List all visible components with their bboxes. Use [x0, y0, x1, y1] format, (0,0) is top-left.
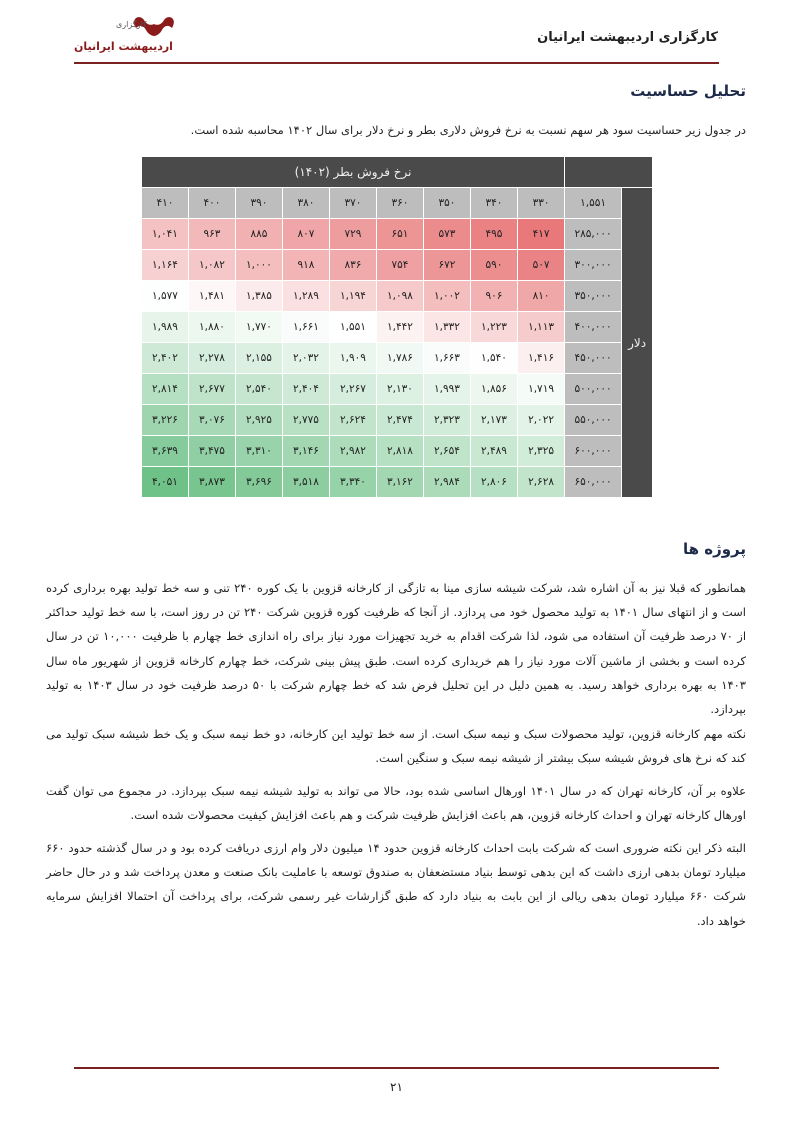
sensitivity-heading: تحلیل حساسیت — [630, 82, 746, 100]
eps-cell: ۵۰۷ — [518, 250, 565, 281]
eps-cell: ۲,۸۰۶ — [471, 467, 518, 498]
eps-cell: ۲,۸۱۴ — [142, 374, 189, 405]
footer-divider — [74, 1067, 719, 1069]
projects-paragraph-4 — [46, 836, 746, 933]
table-row — [142, 405, 653, 436]
eps-cell: ۲,۱۷۳ — [471, 405, 518, 436]
bottle-rate-header: ۳۸۰ — [283, 188, 330, 219]
paragraph-text: علاوه بر آن، کارخانه تهران که در سال ۱۴۰۱ اورهال اساسی شده بود، حالا می تواند به تولید شیشه نیمه سبک بپردازد. در مجموع می توان گفت اورهال کارخانه تهران و احداث کارخانه قزوین، هم باعث افزایش ظرفیت شرکت و هم باعث افزایش کیفیت محصولات شده است. — [46, 784, 746, 823]
table-row — [142, 374, 653, 405]
dollar-rate-cell: ۵۰۰,۰۰۰ — [565, 374, 622, 405]
paragraph-text: البته ذکر این نکته ضروری است که شرکت بابت احداث کارخانه قزوین حدود ۱۴ میلیون دلار وام ارزی دریافت کرده بود و در سال گذشته حدود ۶۶۰ میلیارد تومان بدهی ارزی داشت که این بدهی توسط بنیاد مستضعفان به صندوق توسعه با عاملیت بانک صنعت و معدن پرداخت شد و در حال حاضر شرکت ۶۶۰ میلیارد تومان بدهی ریالی از این بابت به بنیاد دارد که طبق گزارشات غیر رسمی شرکت، برای پرداخت آن احتمالا افزایش سرمایه خواهد داد. — [46, 841, 746, 928]
eps-cell: ۴,۰۵۱ — [142, 467, 189, 498]
eps-cell: ۲,۸۱۸ — [377, 436, 424, 467]
eps-cell: ۱,۴۸۱ — [189, 281, 236, 312]
eps-cell: ۱,۸۸۰ — [189, 312, 236, 343]
eps-cell: ۸۸۵ — [236, 219, 283, 250]
eps-cell: ۲,۴۰۴ — [283, 374, 330, 405]
logo-small-text: کارگزاری — [116, 20, 147, 29]
eps-cell: ۱,۷۷۰ — [236, 312, 283, 343]
table-row — [142, 312, 653, 343]
eps-cell: ۴۱۷ — [518, 219, 565, 250]
bottle-rate-header: ۳۴۰ — [471, 188, 518, 219]
sensitivity-intro: در جدول زیر حساسیت سود هر سهم نسبت به نرخ فروش دلاری بطر و نرخ دلار برای سال ۱۴۰۲ محاسبه شده است. — [190, 123, 746, 137]
eps-cell: ۱,۳۸۵ — [236, 281, 283, 312]
eps-cell: ۶۵۱ — [377, 219, 424, 250]
eps-cell: ۳,۱۶۲ — [377, 467, 424, 498]
paragraph-text: نکته مهم کارخانه قزوین، تولید محصولات سبک و نیمه سبک است. از سه خط تولید این کارخانه، دو خط نیمه سبک و یک خط شیشه سبک تولید می کند که نرخ های فروش شیشه سبک بیشتر از شیشه نیمه سبک و سنگین است. — [46, 727, 746, 766]
eps-cell: ۷۲۹ — [330, 219, 377, 250]
eps-cell: ۴۹۵ — [471, 219, 518, 250]
eps-cell: ۳,۶۳۹ — [142, 436, 189, 467]
eps-cell: ۸۰۷ — [283, 219, 330, 250]
eps-cell: ۱,۲۲۳ — [471, 312, 518, 343]
bottle-rate-header: ۴۰۰ — [189, 188, 236, 219]
eps-cell: ۱,۱۹۴ — [330, 281, 377, 312]
dollar-rate-cell: ۵۵۰,۰۰۰ — [565, 405, 622, 436]
eps-cell: ۱,۵۵۱ — [330, 312, 377, 343]
sensitivity-table — [141, 156, 653, 498]
eps-cell: ۲,۶۲۸ — [518, 467, 565, 498]
eps-cell: ۱,۹۹۳ — [424, 374, 471, 405]
table-row — [142, 343, 653, 374]
eps-cell: ۵۷۳ — [424, 219, 471, 250]
table-row — [142, 281, 653, 312]
eps-cell: ۱,۸۵۶ — [471, 374, 518, 405]
eps-cell: ۱,۵۷۷ — [142, 281, 189, 312]
eps-cell: ۱,۱۱۳ — [518, 312, 565, 343]
dollar-rate-cell: ۳۵۰,۰۰۰ — [565, 281, 622, 312]
eps-cell: ۲,۹۸۴ — [424, 467, 471, 498]
bottle-rate-header: ۳۳۰ — [518, 188, 565, 219]
eps-cell: ۲,۷۷۵ — [283, 405, 330, 436]
eps-cell: ۳,۴۷۵ — [189, 436, 236, 467]
eps-cell: ۳,۳۱۰ — [236, 436, 283, 467]
eps-cell: ۸۱۰ — [518, 281, 565, 312]
eps-cell: ۳,۵۱۸ — [283, 467, 330, 498]
bottle-rate-header: ۳۵۰ — [424, 188, 471, 219]
eps-cell: ۹۱۸ — [283, 250, 330, 281]
table-row — [142, 250, 653, 281]
eps-cell: ۲,۲۷۸ — [189, 343, 236, 374]
eps-cell: ۷۵۴ — [377, 250, 424, 281]
eps-cell: ۱,۰۸۲ — [189, 250, 236, 281]
eps-cell: ۲,۳۲۳ — [424, 405, 471, 436]
bottle-rate-header: ۳۷۰ — [330, 188, 377, 219]
base-eps-cell: ۱,۵۵۱ — [565, 188, 622, 219]
table-corner-cell — [565, 157, 653, 188]
dollar-rate-cell: ۶۵۰,۰۰۰ — [565, 467, 622, 498]
dollar-rate-cell: ۴۵۰,۰۰۰ — [565, 343, 622, 374]
eps-cell: ۱,۰۴۱ — [142, 219, 189, 250]
eps-cell: ۲,۱۵۵ — [236, 343, 283, 374]
logo-main-text: اردیبهشت ایرانیان — [74, 40, 173, 53]
eps-cell: ۱,۷۸۶ — [377, 343, 424, 374]
table-row — [142, 467, 653, 498]
eps-cell: ۹۶۳ — [189, 219, 236, 250]
eps-cell: ۳,۰۷۶ — [189, 405, 236, 436]
eps-cell: ۲,۶۵۴ — [424, 436, 471, 467]
eps-cell: ۶۷۲ — [424, 250, 471, 281]
projects-paragraph-2 — [46, 722, 746, 770]
eps-cell: ۲,۹۲۵ — [236, 405, 283, 436]
eps-cell: ۳,۸۷۳ — [189, 467, 236, 498]
eps-cell: ۱,۷۱۹ — [518, 374, 565, 405]
eps-cell: ۹۰۶ — [471, 281, 518, 312]
eps-cell: ۸۳۶ — [330, 250, 377, 281]
projects-heading: پروژه ها — [682, 540, 746, 558]
eps-cell: ۱,۰۰۰ — [236, 250, 283, 281]
paragraph-text: همانطور که قبلا نیز به آن اشاره شد، شرکت شیشه سازی مینا به تازگی از کارخانه قزوین با یک کوره ۲۴۰ تنی و سه خط تولید بهره برداری کرده است و از انتهای سال ۱۴۰۱ به تولید محصول خود می پردازد. از آنجا که ظرفیت کوره قزوین شرکت ۲۴۰ تن در روز است، با سه خط تولید حداکثر از ۷۰ درصد ظرفیت آن استفاده می شود، لذا شرکت اقدام به خرید تجهیزات مورد نیاز برای راه اندازی خط چهارم با ظرفیت ۱۰,۰۰۰ تن در سال کرده است و بخشی از ماشین آلات مورد نیاز را هم خریداری کرده است. طبق پیش بینی شرکت، خط چهارم کارخانه قزوین از شهریور ماه سال ۱۴۰۳ به بهره برداری خواهد رسید. به همین دلیل در این تحلیل فرض شد که خط چهارم شرکت با ۵۰ درصد ظرفیت خود در سال ۱۴۰۳ به تولید بپردازد. — [46, 581, 747, 717]
eps-cell: ۲,۴۸۹ — [471, 436, 518, 467]
projects-paragraph-3 — [46, 779, 746, 827]
eps-cell: ۲,۶۷۷ — [189, 374, 236, 405]
eps-cell: ۱,۰۹۸ — [377, 281, 424, 312]
eps-cell: ۱,۲۸۹ — [283, 281, 330, 312]
eps-cell: ۱,۹۸۹ — [142, 312, 189, 343]
projects-paragraph-1 — [46, 576, 746, 721]
eps-cell: ۱,۶۶۳ — [424, 343, 471, 374]
bottle-rate-header: ۳۶۰ — [377, 188, 424, 219]
dollar-rate-cell: ۶۰۰,۰۰۰ — [565, 436, 622, 467]
eps-cell: ۵۹۰ — [471, 250, 518, 281]
eps-cell: ۲,۲۶۷ — [330, 374, 377, 405]
header-divider — [74, 62, 719, 64]
eps-cell: ۱,۴۴۲ — [377, 312, 424, 343]
eps-cell: ۱,۳۳۲ — [424, 312, 471, 343]
eps-cell: ۲,۰۳۲ — [283, 343, 330, 374]
company-logo — [74, 10, 184, 56]
header-title: کارگزاری اردیبهشت ایرانیان — [537, 30, 718, 45]
eps-cell: ۲,۹۸۲ — [330, 436, 377, 467]
eps-cell: ۱,۵۴۰ — [471, 343, 518, 374]
eps-cell: ۲,۳۲۵ — [518, 436, 565, 467]
eps-cell: ۳,۶۹۶ — [236, 467, 283, 498]
eps-cell: ۲,۴۰۲ — [142, 343, 189, 374]
dollar-rate-cell: ۴۰۰,۰۰۰ — [565, 312, 622, 343]
eps-cell: ۳,۳۴۰ — [330, 467, 377, 498]
dollar-rate-cell: ۲۸۵,۰۰۰ — [565, 219, 622, 250]
table-row — [142, 219, 653, 250]
eps-cell: ۱,۶۶۱ — [283, 312, 330, 343]
eps-cell: ۲,۱۳۰ — [377, 374, 424, 405]
eps-cell: ۳,۲۲۶ — [142, 405, 189, 436]
eps-cell: ۱,۱۶۴ — [142, 250, 189, 281]
eps-cell: ۲,۶۲۴ — [330, 405, 377, 436]
eps-cell: ۲,۰۲۲ — [518, 405, 565, 436]
page-number: ۲۱ — [390, 1080, 403, 1094]
table-row — [142, 436, 653, 467]
bottle-rate-header: ۳۹۰ — [236, 188, 283, 219]
eps-cell: ۳,۱۴۶ — [283, 436, 330, 467]
dollar-group-header: دلار — [622, 188, 653, 498]
eps-cell: ۱,۴۱۶ — [518, 343, 565, 374]
eps-cell: ۲,۵۴۰ — [236, 374, 283, 405]
bottle-rate-group-header: نرخ فروش بطر (۱۴۰۲) — [142, 157, 565, 188]
dollar-rate-cell: ۳۰۰,۰۰۰ — [565, 250, 622, 281]
bottle-rate-header: ۴۱۰ — [142, 188, 189, 219]
eps-cell: ۱,۹۰۹ — [330, 343, 377, 374]
eps-cell: ۱,۰۰۲ — [424, 281, 471, 312]
eps-cell: ۲,۴۷۴ — [377, 405, 424, 436]
